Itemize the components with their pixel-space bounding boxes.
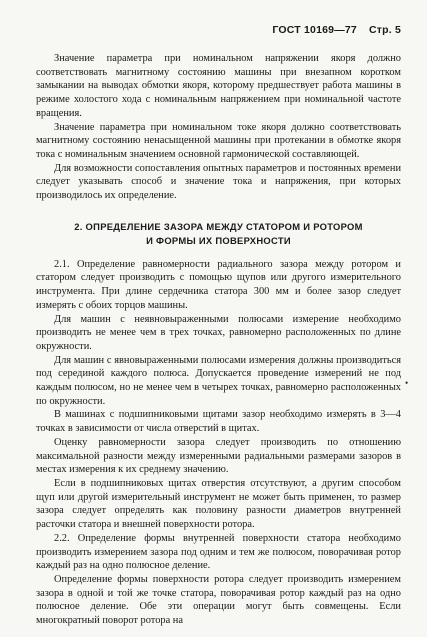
section-title-line: 2. ОПРЕДЕЛЕНИЕ ЗАЗОРА МЕЖДУ СТАТОРОМ И РОТОРОМ bbox=[74, 220, 363, 232]
page-number: Стр. 5 bbox=[368, 24, 401, 36]
section-title-line: И ФОРМЫ ИХ ПОВЕРХНОСТИ bbox=[146, 234, 291, 246]
page-header bbox=[36, 24, 401, 36]
paragraph: Для машин с явновыраженными полюсами измерения должны производиться под серединой каждого полюса. Допускается проведение измерений не под каждым полюсом, но не менее чем в четырех точках, равномерно расположенных по окружности. bbox=[36, 354, 401, 407]
paragraph: Если в подшипниковых щитах отверстия отсутствуют, а другим способом щуп или другой измерительный инструмент не может быть применен, то размер зазора следует определять как половину разности диаметров внутренней расточки статора и внешней поверхности ротора. bbox=[36, 477, 401, 531]
paragraph: В машинах с подшипниковыми щитами зазор необходимо измерять в 3—4 точках в зависимости от числа отверстий в щитах. bbox=[36, 409, 401, 435]
body-text bbox=[36, 52, 401, 628]
paragraph: Значение параметра при номинальном напряжении якоря должно соответствовать магнитному состоянию машины при внезапном коротком замыкании на выводах обмотки якоря, которому предшествует работа машины в режиме холостого хода с номинальным напряжением при номинальной частоте вращения. bbox=[36, 53, 401, 119]
paragraph: 2.1. Определение равномерности радиального зазора между ротором и статором следует производить с помощью щупов или другого измерительного инструмента. При длине сердечника статора 300 мм и более зазор следует измерять с обоих торцов машины. bbox=[36, 258, 401, 311]
paragraph: Оценку равномерности зазора следует производить по отношению максимальной разности между измеренными радиальными размерами зазоров в местах измерения к их среднему значению. bbox=[36, 436, 401, 476]
paragraph: 2.2. Определение формы внутренней поверхности статора необходимо производить измерением зазора под одним и тем же полюсом, поворачивая ротор каждый раз на одно полюсное деление. bbox=[36, 532, 401, 572]
paragraph: Определение формы поверхности ротора следует производить измерением зазора в одной и той же точке статора, поворачивая ротор каждый раз на одно полюсное деление. Обе эти операции могут быть совмещены. Если многократный поворот ротора на bbox=[36, 573, 401, 627]
paragraph: Значение параметра при номинальном токе якоря должно соответствовать магнитному состоянию ненасыщенной машины при протекании в обмотке якоря тока с номинальным значением основной гармонической составляющей. bbox=[36, 121, 401, 160]
margin-mark: • bbox=[405, 378, 409, 388]
paragraph: Для машин с неявновыраженными полюсами измерение необходимо производить не менее чем в трех точках, равномерно расположенных по длине окружности. bbox=[36, 313, 401, 352]
standard-number: ГОСТ 10169—77 bbox=[272, 24, 357, 36]
paragraph: Для возможности сопоставления опытных параметров и постоянных времени следует указывать способ и значение тока и напряжения, при которых производилось их определение. bbox=[36, 162, 401, 202]
section-title bbox=[36, 220, 401, 248]
